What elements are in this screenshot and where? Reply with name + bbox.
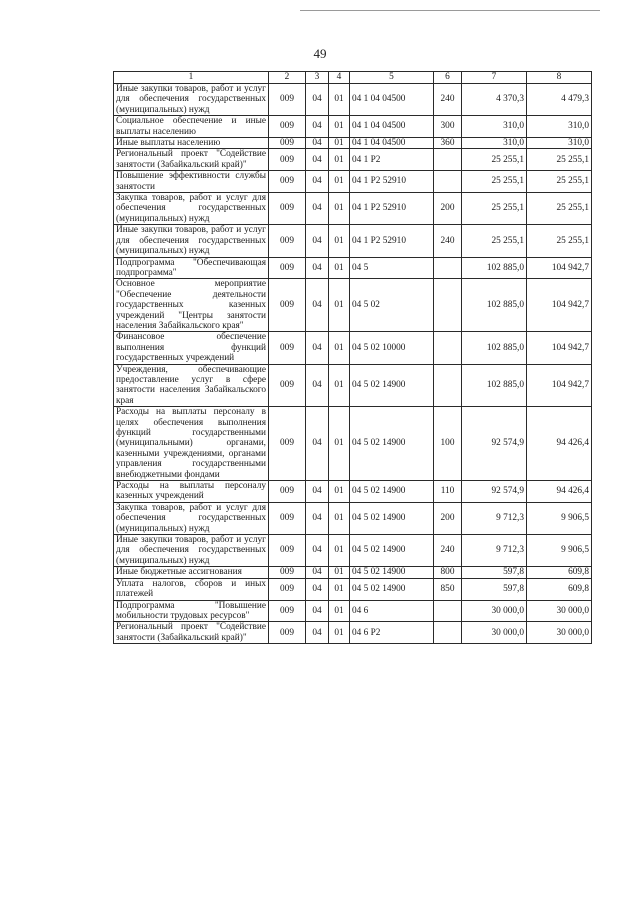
amount-year2-cell: 104 942,7 [527,279,592,332]
subsection-code-cell: 01 [329,535,350,567]
amount-year2-cell: 94 426,4 [527,407,592,481]
subsection-code-cell: 01 [329,193,350,225]
amount-year2-cell: 104 942,7 [527,257,592,279]
target-article-cell: 04 1 04 04500 [350,116,434,138]
expense-type-cell: 200 [434,502,462,534]
amount-year1-cell: 25 255,1 [462,149,527,171]
ministry-code-cell: 009 [269,138,306,149]
row-name-cell: Иные закупки товаров, работ и услуг для обеспечения государственных (муниципальных) нужд [114,535,269,567]
subsection-code-cell: 01 [329,149,350,171]
target-article-cell: 04 5 02 14900 [350,535,434,567]
table-row [114,364,592,407]
target-article-cell: 04 5 02 14900 [350,502,434,534]
section-code-cell: 04 [306,567,329,578]
table-row [114,116,592,138]
header-cell: 2 [269,72,306,84]
expense-type-cell [434,279,462,332]
ministry-code-cell: 009 [269,332,306,364]
subsection-code-cell: 01 [329,84,350,116]
table-row [114,171,592,193]
section-code-cell: 04 [306,279,329,332]
section-code-cell: 04 [306,481,329,503]
amount-year1-cell: 102 885,0 [462,332,527,364]
ministry-code-cell: 009 [269,600,306,622]
row-name-cell: Подпрограмма "Обеспечивающая подпрограмма" [114,257,269,279]
amount-year2-cell: 94 426,4 [527,481,592,503]
amount-year2-cell: 9 906,5 [527,535,592,567]
page-number: 49 [313,46,327,61]
section-code-cell: 04 [306,364,329,407]
section-code-cell: 04 [306,171,329,193]
amount-year1-cell: 25 255,1 [462,225,527,257]
table-row [114,193,592,225]
table-row [114,502,592,534]
amount-year1-cell: 30 000,0 [462,622,527,644]
section-code-cell: 04 [306,332,329,364]
row-name-cell: Расходы на выплаты персоналу в целях обеспечения выполнения функций государственными (муниципальными) органами, казенными учреждениями, органами управления государственными внебюджетными фондами [114,407,269,481]
row-name-cell: Расходы на выплаты персоналу казенных учреждений [114,481,269,503]
row-name-cell: Социальное обеспечение и иные выплаты населению [114,116,269,138]
ministry-code-cell: 009 [269,149,306,171]
amount-year2-cell: 310,0 [527,138,592,149]
ministry-code-cell: 009 [269,257,306,279]
table-row [114,279,592,332]
table-row [114,149,592,171]
amount-year1-cell: 92 574,9 [462,407,527,481]
expense-type-cell: 850 [434,578,462,600]
target-article-cell: 04 5 02 10000 [350,332,434,364]
row-name-cell: Подпрограмма "Повышение мобильности трудовых ресурсов" [114,600,269,622]
section-code-cell: 04 [306,535,329,567]
table-row [114,578,592,600]
expense-type-cell [434,622,462,644]
row-name-cell: Иные закупки товаров, работ и услуг для обеспечения государственных (муниципальных) нужд [114,225,269,257]
header-cell: 4 [329,72,350,84]
table-row [114,257,592,279]
expense-type-cell [434,600,462,622]
expense-type-cell: 800 [434,567,462,578]
row-name-cell: Уплата налогов, сборов и иных платежей [114,578,269,600]
target-article-cell: 04 1 04 04500 [350,84,434,116]
amount-year1-cell: 30 000,0 [462,600,527,622]
table-row [114,481,592,503]
row-name-cell: Финансовое обеспечение выполнения функций государственных учреждений [114,332,269,364]
amount-year2-cell: 104 942,7 [527,364,592,407]
row-name-cell: Иные выплаты населению [114,138,269,149]
amount-year1-cell: 102 885,0 [462,279,527,332]
subsection-code-cell: 01 [329,622,350,644]
target-article-cell: 04 5 02 [350,279,434,332]
target-article-cell: 04 5 02 14900 [350,364,434,407]
amount-year2-cell: 25 255,1 [527,171,592,193]
section-code-cell: 04 [306,84,329,116]
subsection-code-cell: 01 [329,279,350,332]
header-cell: 7 [462,72,527,84]
ministry-code-cell: 009 [269,193,306,225]
amount-year1-cell: 92 574,9 [462,481,527,503]
subsection-code-cell: 01 [329,567,350,578]
ministry-code-cell: 009 [269,364,306,407]
header-cell: 5 [350,72,434,84]
row-name-cell: Учреждения, обеспечивающие предоставление услуг в сфере занятости населения Забайкальского края [114,364,269,407]
amount-year1-cell: 597,8 [462,567,527,578]
row-name-cell: Региональный проект "Содействие занятости (Забайкальский край)" [114,622,269,644]
ministry-code-cell: 009 [269,171,306,193]
target-article-cell: 04 5 02 14900 [350,567,434,578]
budget-table [113,71,592,644]
row-name-cell: Иные закупки товаров, работ и услуг для обеспечения государственных (муниципальных) нужд [114,84,269,116]
amount-year2-cell: 25 255,1 [527,149,592,171]
expense-type-cell: 200 [434,193,462,225]
header-row [114,72,592,84]
amount-year2-cell: 104 942,7 [527,332,592,364]
expense-type-cell: 300 [434,116,462,138]
subsection-code-cell: 01 [329,407,350,481]
table-row [114,138,592,149]
ministry-code-cell: 009 [269,578,306,600]
section-code-cell: 04 [306,257,329,279]
ministry-code-cell: 009 [269,225,306,257]
section-code-cell: 04 [306,407,329,481]
expense-type-cell: 110 [434,481,462,503]
table-row [114,567,592,578]
amount-year2-cell: 30 000,0 [527,622,592,644]
section-code-cell: 04 [306,116,329,138]
subsection-code-cell: 01 [329,225,350,257]
target-article-cell: 04 1 04 04500 [350,138,434,149]
target-article-cell: 04 5 02 14900 [350,407,434,481]
table-row [114,407,592,481]
subsection-code-cell: 01 [329,171,350,193]
subsection-code-cell: 01 [329,364,350,407]
row-name-cell: Закупка товаров, работ и услуг для обеспечения государственных (муниципальных) нужд [114,502,269,534]
expense-type-cell: 240 [434,225,462,257]
amount-year1-cell: 102 885,0 [462,364,527,407]
expense-type-cell: 240 [434,84,462,116]
ministry-code-cell: 009 [269,407,306,481]
target-article-cell: 04 6 P2 [350,622,434,644]
target-article-cell: 04 1 P2 52910 [350,225,434,257]
section-code-cell: 04 [306,138,329,149]
row-name-cell: Закупка товаров, работ и услуг для обеспечения государственных (муниципальных) нужд [114,193,269,225]
amount-year1-cell: 597,8 [462,578,527,600]
row-name-cell: Иные бюджетные ассигнования [114,567,269,578]
row-name-cell: Повышение эффективности службы занятости [114,171,269,193]
expense-type-cell: 100 [434,407,462,481]
amount-year1-cell: 25 255,1 [462,193,527,225]
amount-year2-cell: 609,8 [527,567,592,578]
amount-year2-cell: 25 255,1 [527,225,592,257]
table-body [114,84,592,644]
subsection-code-cell: 01 [329,116,350,138]
expense-type-cell [434,364,462,407]
section-code-cell: 04 [306,149,329,171]
amount-year1-cell: 9 712,3 [462,502,527,534]
ministry-code-cell: 009 [269,279,306,332]
expense-type-cell [434,332,462,364]
header-cell: 3 [306,72,329,84]
amount-year1-cell: 310,0 [462,138,527,149]
table-row [114,600,592,622]
section-code-cell: 04 [306,578,329,600]
top-rule [300,10,600,11]
table-row [114,84,592,116]
subsection-code-cell: 01 [329,502,350,534]
section-code-cell: 04 [306,600,329,622]
amount-year1-cell: 310,0 [462,116,527,138]
expense-type-cell [434,171,462,193]
row-name-cell: Основное мероприятие "Обеспечение деятельности государственных казенных учреждений "Центры занятости населения Забайкальского края" [114,279,269,332]
expense-type-cell: 360 [434,138,462,149]
amount-year1-cell: 25 255,1 [462,171,527,193]
ministry-code-cell: 009 [269,116,306,138]
target-article-cell: 04 5 [350,257,434,279]
section-code-cell: 04 [306,193,329,225]
table-row [114,332,592,364]
expense-type-cell: 240 [434,535,462,567]
amount-year1-cell: 102 885,0 [462,257,527,279]
amount-year1-cell: 4 370,3 [462,84,527,116]
section-code-cell: 04 [306,502,329,534]
header-cell: 8 [527,72,592,84]
subsection-code-cell: 01 [329,600,350,622]
header-cell: 1 [114,72,269,84]
table-row [114,535,592,567]
target-article-cell: 04 1 P2 52910 [350,193,434,225]
row-name-cell: Региональный проект "Содействие занятости (Забайкальский край)" [114,149,269,171]
amount-year1-cell: 9 712,3 [462,535,527,567]
amount-year2-cell: 609,8 [527,578,592,600]
table-row [114,622,592,644]
ministry-code-cell: 009 [269,535,306,567]
section-code-cell: 04 [306,622,329,644]
expense-type-cell [434,149,462,171]
amount-year2-cell: 25 255,1 [527,193,592,225]
ministry-code-cell: 009 [269,481,306,503]
ministry-code-cell: 009 [269,622,306,644]
subsection-code-cell: 01 [329,481,350,503]
target-article-cell: 04 5 02 14900 [350,578,434,600]
amount-year2-cell: 9 906,5 [527,502,592,534]
ministry-code-cell: 009 [269,84,306,116]
amount-year2-cell: 310,0 [527,116,592,138]
subsection-code-cell: 01 [329,578,350,600]
table-row [114,225,592,257]
target-article-cell: 04 6 [350,600,434,622]
section-code-cell: 04 [306,225,329,257]
amount-year2-cell: 30 000,0 [527,600,592,622]
target-article-cell: 04 1 P2 [350,149,434,171]
header-cell: 6 [434,72,462,84]
expense-type-cell [434,257,462,279]
subsection-code-cell: 01 [329,257,350,279]
subsection-code-cell: 01 [329,332,350,364]
target-article-cell: 04 5 02 14900 [350,481,434,503]
amount-year2-cell: 4 479,3 [527,84,592,116]
ministry-code-cell: 009 [269,567,306,578]
target-article-cell: 04 1 P2 52910 [350,171,434,193]
ministry-code-cell: 009 [269,502,306,534]
subsection-code-cell: 01 [329,138,350,149]
